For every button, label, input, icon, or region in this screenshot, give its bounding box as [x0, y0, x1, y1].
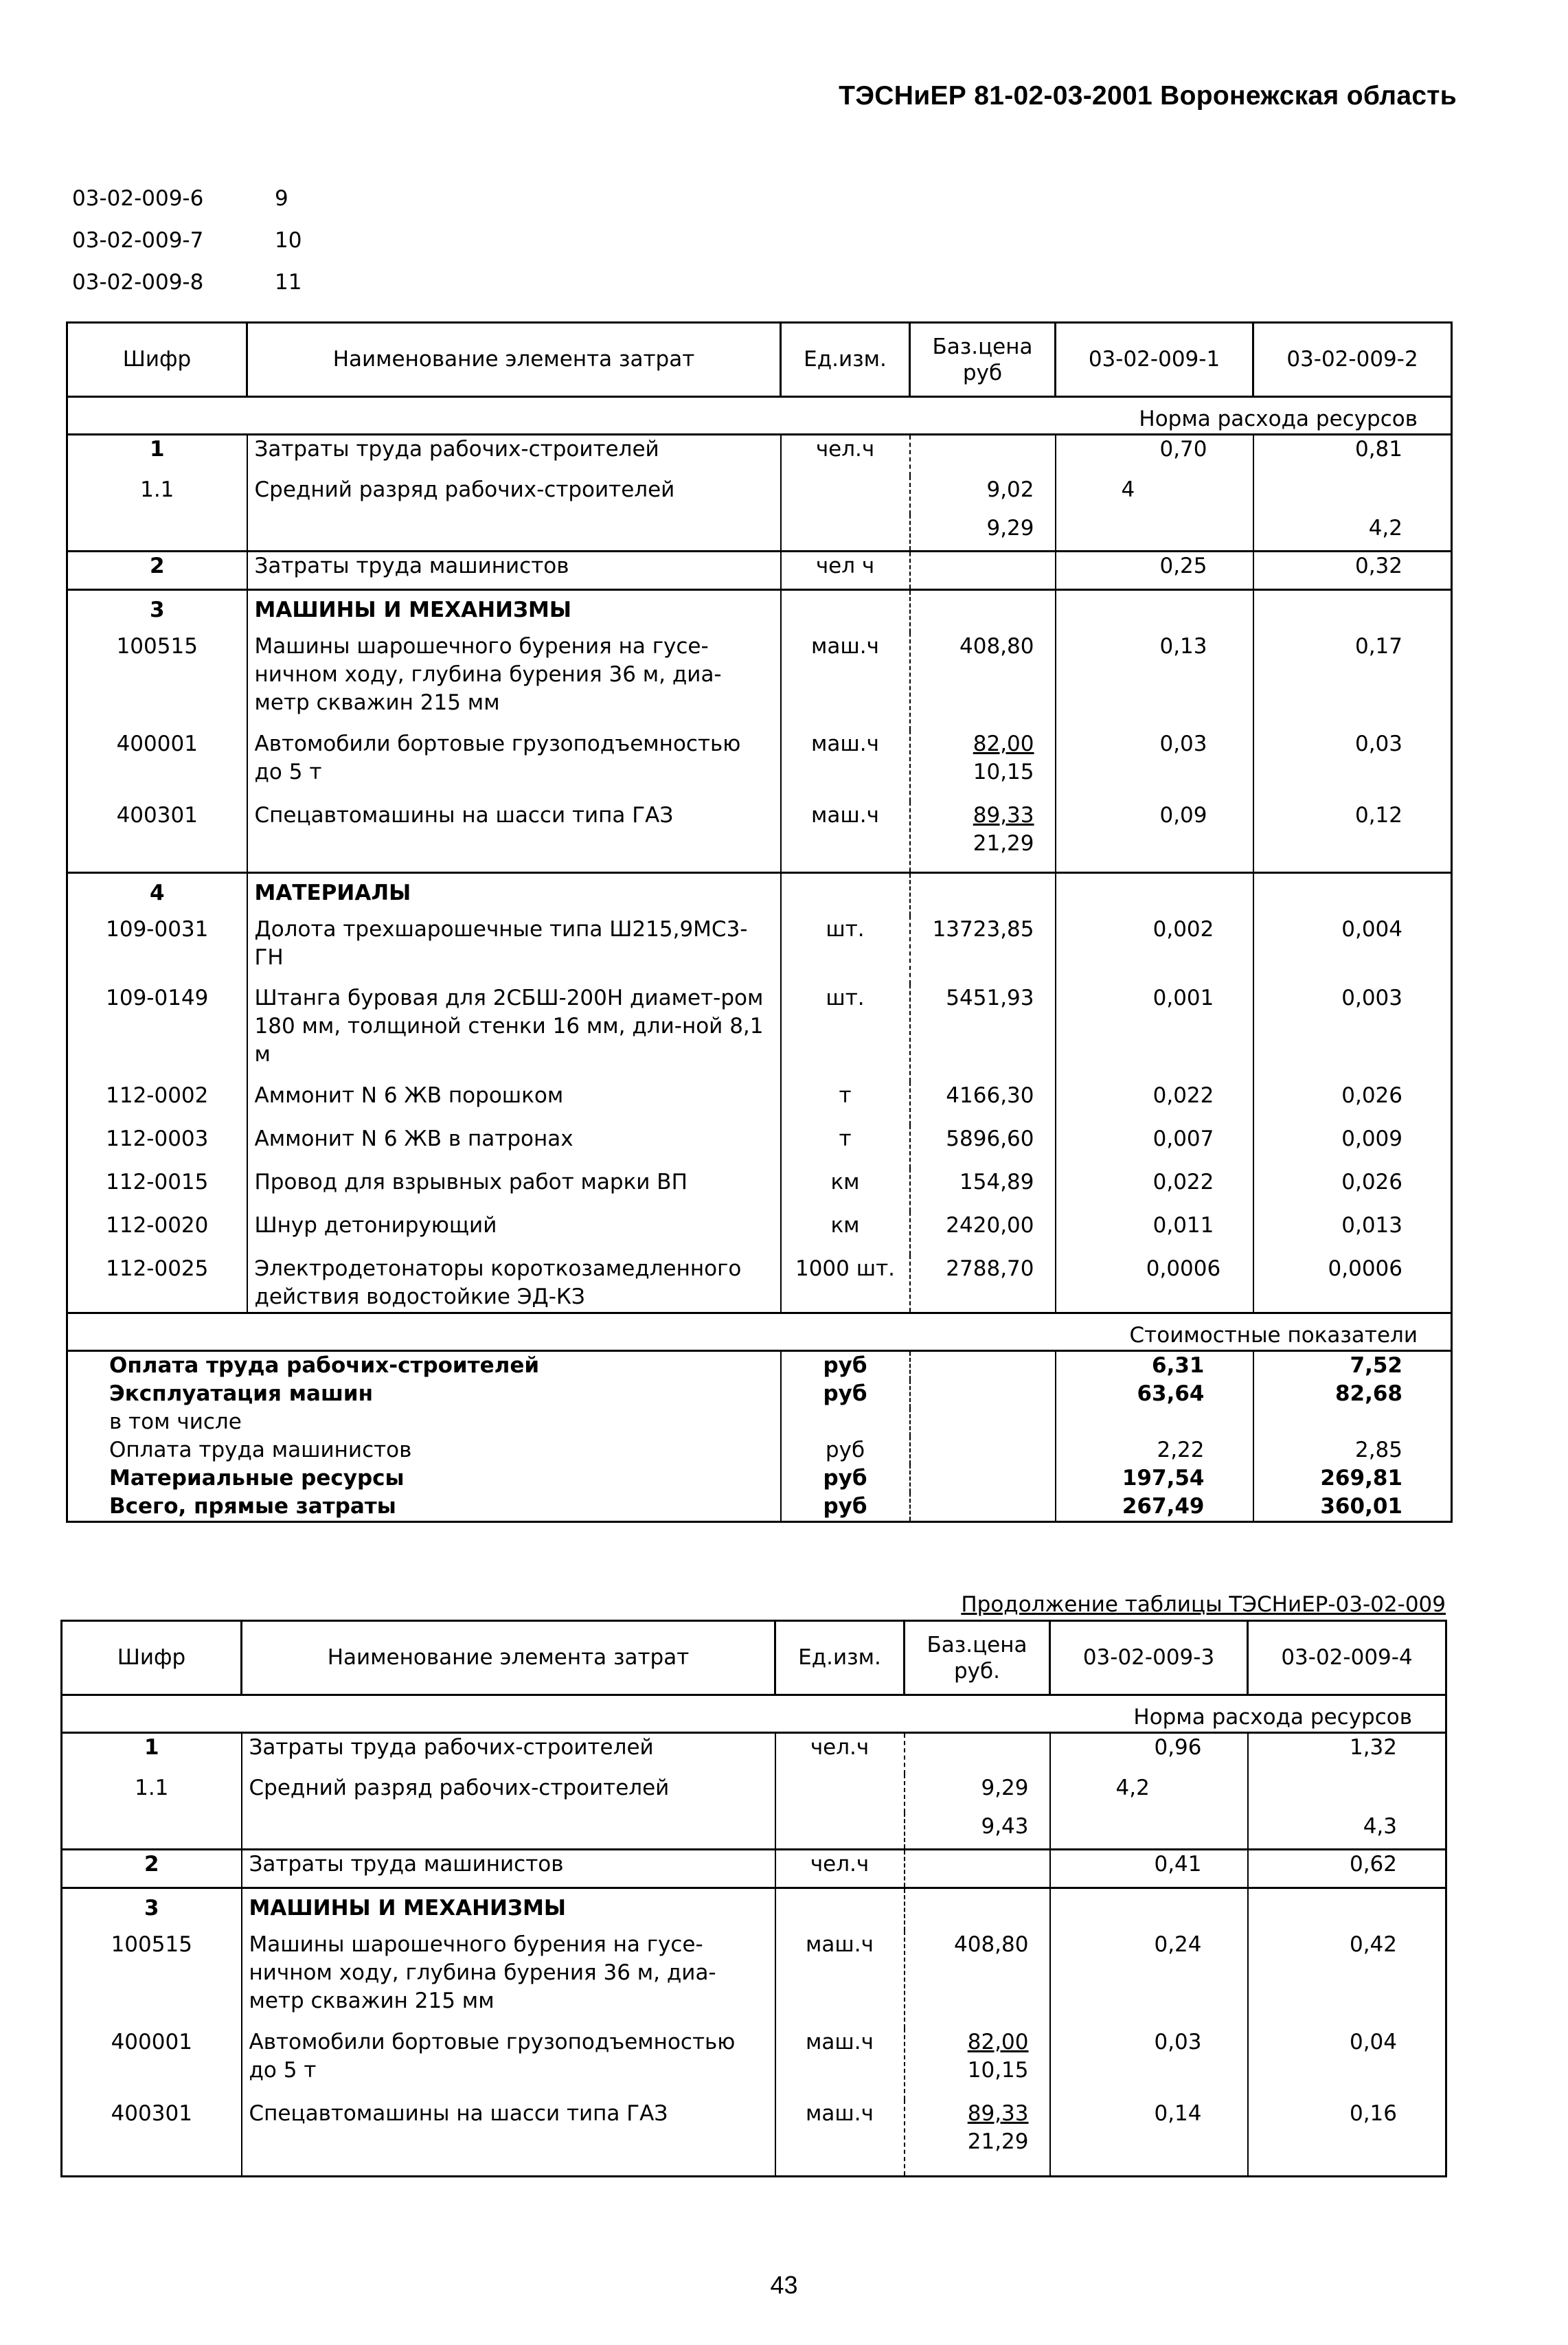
summary-variant-1: 197,54 — [1056, 1464, 1253, 1493]
row-variant-1 — [1050, 1813, 1248, 1850]
table-row — [67, 873, 1452, 916]
summary-row — [67, 1351, 1452, 1381]
row-variant-2: 0,62 — [1248, 1850, 1446, 1888]
summary-variant-1: 63,64 — [1056, 1380, 1253, 1408]
row-variant-2: 0,16 — [1248, 2100, 1446, 2177]
row-name: МАШИНЫ И МЕХАНИЗМЫ — [242, 1888, 775, 1931]
resource-table-2 — [60, 1620, 1447, 2177]
row-variant-1: 0,007 — [1056, 1125, 1253, 1168]
row-variant-2 — [1248, 1774, 1446, 1813]
row-variant-2: 0,013 — [1253, 1212, 1452, 1255]
row-variant-2: 0,026 — [1253, 1168, 1452, 1212]
row-unit — [775, 1774, 905, 1813]
code-list-code: 03-02-009-6 — [72, 185, 204, 211]
table-row — [67, 1125, 1452, 1168]
row-code: 1 — [67, 435, 247, 476]
row-variant-2 — [1253, 873, 1452, 916]
table-row — [67, 730, 1452, 802]
row-variant-2: 4,3 — [1248, 1813, 1446, 1850]
row-variant-1: 4,2 — [1050, 1774, 1248, 1813]
summary-name: Материальные ресурсы — [67, 1464, 781, 1493]
summary-row — [67, 1493, 1452, 1522]
row-variant-1: 0,011 — [1056, 1212, 1253, 1255]
row-unit: маш.ч — [781, 730, 910, 802]
row-code: 1.1 — [62, 1774, 242, 1813]
row-price — [910, 435, 1056, 476]
band-norm: Норма расхода ресурсов — [67, 397, 1452, 435]
row-price — [905, 1888, 1050, 1931]
row-unit — [775, 1813, 905, 1850]
summary-name: Оплата труда рабочих-строителей — [67, 1351, 781, 1381]
price-machine: 89,33 — [967, 2100, 1029, 2126]
row-code: 3 — [62, 1888, 242, 1931]
table-row — [67, 476, 1452, 514]
table-row — [67, 984, 1452, 1082]
row-price — [905, 2028, 1050, 2100]
table-row — [67, 435, 1452, 476]
row-price: 5896,60 — [910, 1125, 1056, 1168]
summary-price — [910, 1464, 1056, 1493]
row-unit: т — [781, 1082, 910, 1125]
table-row — [67, 1082, 1452, 1125]
table-row — [67, 916, 1452, 984]
row-name: Машины шарошечного бурения на гусе-ничном ходу, глубина бурения 36 м, диа-метр скважин 215 мм — [242, 1931, 775, 2028]
table-row — [62, 2028, 1446, 2100]
row-variant-2: 0,009 — [1253, 1125, 1452, 1168]
header-price — [905, 1621, 1050, 1695]
row-price: 408,80 — [910, 633, 1056, 730]
row-name: Провод для взрывных работ марки ВП — [247, 1168, 781, 1212]
row-variant-1: 0,96 — [1050, 1733, 1248, 1774]
code-list-num: 9 — [275, 185, 288, 211]
header-name: Наименование элемента затрат — [247, 323, 781, 397]
row-unit — [781, 590, 910, 633]
row-name — [247, 514, 781, 552]
summary-row — [67, 1380, 1452, 1408]
row-code: 112-0020 — [67, 1212, 247, 1255]
row-variant-1: 0,09 — [1056, 802, 1253, 873]
row-price: 408,80 — [905, 1931, 1050, 2028]
summary-price — [910, 1408, 1056, 1436]
band-cost: Стоимостные показатели — [67, 1313, 1452, 1351]
summary-price — [910, 1493, 1056, 1522]
summary-price — [910, 1380, 1056, 1408]
row-name: Средний разряд рабочих-строителей — [242, 1774, 775, 1813]
row-code: 400001 — [67, 730, 247, 802]
continuation-caption: Продолжение таблицы ТЭСНиЕР-03-02-009 — [961, 1592, 1446, 1617]
row-variant-2 — [1253, 476, 1452, 514]
row-variant-2: 0,42 — [1248, 1931, 1446, 2028]
code-list-item — [72, 219, 302, 261]
row-variant-2: 0,81 — [1253, 435, 1452, 476]
summary-row — [67, 1464, 1452, 1493]
table-row — [67, 633, 1452, 730]
row-variant-2: 0,32 — [1253, 552, 1452, 590]
row-code: 1.1 — [67, 476, 247, 514]
row-name: Затраты труда машинистов — [247, 552, 781, 590]
table-row — [67, 590, 1452, 633]
row-code — [67, 514, 247, 552]
row-price: 9,02 — [910, 476, 1056, 514]
table-row — [62, 2100, 1446, 2177]
row-price — [910, 802, 1056, 873]
price-driver-wage: 10,15 — [967, 2057, 1029, 2083]
row-name: Затраты труда машинистов — [242, 1850, 775, 1888]
summary-unit: руб — [781, 1436, 910, 1464]
row-price — [905, 1850, 1050, 1888]
row-name: Штанга буровая для 2СБШ-200Н диамет-ром 180 мм, толщиной стенки 16 мм, дли-ной 8,1 м — [247, 984, 781, 1082]
summary-name: Всего, прямые затраты — [67, 1493, 781, 1522]
row-variant-1: 4 — [1056, 476, 1253, 514]
row-name: Электродетонаторы короткозамедленного действия водостойкие ЭД-КЗ — [247, 1255, 781, 1313]
header-price-line2: руб. — [954, 1658, 1000, 1684]
row-code: 112-0003 — [67, 1125, 247, 1168]
row-variant-1: 0,0006 — [1056, 1255, 1253, 1313]
row-code: 400001 — [62, 2028, 242, 2100]
row-variant-2: 0,17 — [1253, 633, 1452, 730]
header-variant-1: 03-02-009-3 — [1050, 1621, 1248, 1695]
row-name: Автомобили бортовые грузоподъемностью до 5 т — [242, 2028, 775, 2100]
code-list-code: 03-02-009-7 — [72, 227, 204, 253]
row-unit: маш.ч — [781, 802, 910, 873]
row-unit: чел ч — [781, 552, 910, 590]
table-row — [62, 1888, 1446, 1931]
row-unit: т — [781, 1125, 910, 1168]
row-variant-1: 0,022 — [1056, 1168, 1253, 1212]
table-row — [62, 1931, 1446, 2028]
row-code: 1 — [62, 1733, 242, 1774]
summary-variant-2: 7,52 — [1253, 1351, 1452, 1381]
row-code: 2 — [67, 552, 247, 590]
row-code: 2 — [62, 1850, 242, 1888]
row-name: Аммонит N 6 ЖВ в патронах — [247, 1125, 781, 1168]
summary-name: Эксплуатация машин — [67, 1380, 781, 1408]
row-variant-1: 0,41 — [1050, 1850, 1248, 1888]
summary-row — [67, 1436, 1452, 1464]
summary-price — [910, 1436, 1056, 1464]
code-list-code: 03-02-009-8 — [72, 269, 204, 295]
summary-price — [910, 1351, 1056, 1381]
summary-unit: руб — [781, 1380, 910, 1408]
row-unit: шт. — [781, 984, 910, 1082]
row-code: 109-0149 — [67, 984, 247, 1082]
row-code: 112-0015 — [67, 1168, 247, 1212]
page-number: 43 — [770, 2271, 798, 2299]
row-unit: маш.ч — [775, 1931, 905, 2028]
row-variant-1: 0,001 — [1056, 984, 1253, 1082]
row-variant-1 — [1056, 514, 1253, 552]
row-variant-1 — [1056, 873, 1253, 916]
row-code: 3 — [67, 590, 247, 633]
row-price: 9,43 — [905, 1813, 1050, 1850]
row-unit: 1000 шт. — [781, 1255, 910, 1313]
summary-name: Оплата труда машинистов — [67, 1436, 781, 1464]
table-row — [62, 1850, 1446, 1888]
table-header-row — [62, 1621, 1446, 1695]
price-machine: 82,00 — [973, 731, 1034, 756]
row-price: 13723,85 — [910, 916, 1056, 984]
summary-name: в том числе — [67, 1408, 781, 1436]
price-driver-wage: 21,29 — [973, 830, 1034, 856]
row-price — [910, 590, 1056, 633]
row-name: МАТЕРИАЛЫ — [247, 873, 781, 916]
header-variant-2: 03-02-009-2 — [1253, 323, 1452, 397]
header-variant-1: 03-02-009-1 — [1056, 323, 1253, 397]
row-variant-2: 0,026 — [1253, 1082, 1452, 1125]
row-price — [910, 873, 1056, 916]
row-name: Автомобили бортовые грузоподъемностью до 5 т — [247, 730, 781, 802]
row-code: 100515 — [62, 1931, 242, 2028]
resource-table-1 — [66, 321, 1453, 1523]
table-row — [62, 1733, 1446, 1774]
summary-variant-1: 2,22 — [1056, 1436, 1253, 1464]
table-row — [67, 1255, 1452, 1313]
row-variant-2 — [1248, 1888, 1446, 1931]
summary-variant-1: 6,31 — [1056, 1351, 1253, 1381]
summary-variant-2: 82,68 — [1253, 1380, 1452, 1408]
summary-unit: руб — [781, 1464, 910, 1493]
row-unit: км — [781, 1212, 910, 1255]
header-variant-2: 03-02-009-4 — [1248, 1621, 1446, 1695]
row-code: 109-0031 — [67, 916, 247, 984]
row-name: Спецавтомашины на шасси типа ГАЗ — [242, 2100, 775, 2177]
row-variant-2: 4,2 — [1253, 514, 1452, 552]
table-row — [62, 1774, 1446, 1813]
row-variant-2: 0,12 — [1253, 802, 1452, 873]
row-name: Средний разряд рабочих-строителей — [247, 476, 781, 514]
table-row — [67, 802, 1452, 873]
row-name: МАШИНЫ И МЕХАНИЗМЫ — [247, 590, 781, 633]
row-variant-2: 0,04 — [1248, 2028, 1446, 2100]
row-unit: км — [781, 1168, 910, 1212]
row-variant-1: 0,70 — [1056, 435, 1253, 476]
header-code: Шифр — [67, 323, 247, 397]
header-code: Шифр — [62, 1621, 242, 1695]
table-row — [67, 552, 1452, 590]
row-variant-2: 0,004 — [1253, 916, 1452, 984]
row-price — [905, 2100, 1050, 2177]
price-machine: 82,00 — [967, 2029, 1029, 2054]
row-price: 5451,93 — [910, 984, 1056, 1082]
row-name: Аммонит N 6 ЖВ порошком — [247, 1082, 781, 1125]
summary-unit — [781, 1408, 910, 1436]
header-unit: Ед.изм. — [775, 1621, 905, 1695]
section-band — [62, 1695, 1446, 1733]
summary-variant-2: 269,81 — [1253, 1464, 1452, 1493]
code-list-item — [72, 177, 302, 219]
table-row — [67, 1168, 1452, 1212]
row-name: Шнур детонирующий — [247, 1212, 781, 1255]
row-price: 9,29 — [910, 514, 1056, 552]
price-driver-wage: 21,29 — [967, 2129, 1029, 2154]
row-code: 4 — [67, 873, 247, 916]
row-unit — [775, 1888, 905, 1931]
row-variant-2 — [1253, 590, 1452, 633]
table-header-row — [67, 323, 1452, 397]
row-variant-1: 0,25 — [1056, 552, 1253, 590]
summary-variant-2 — [1253, 1408, 1452, 1436]
row-variant-1: 0,03 — [1050, 2028, 1248, 2100]
row-price — [910, 552, 1056, 590]
row-price: 154,89 — [910, 1168, 1056, 1212]
document-title: ТЭСНиЕР 81-02-03-2001 Воронежская область — [839, 81, 1457, 111]
row-unit: маш.ч — [781, 633, 910, 730]
header-name: Наименование элемента затрат — [242, 1621, 775, 1695]
row-price: 4166,30 — [910, 1082, 1056, 1125]
table-row — [62, 1813, 1446, 1850]
row-name: Спецавтомашины на шасси типа ГАЗ — [247, 802, 781, 873]
summary-row — [67, 1408, 1452, 1436]
row-code: 112-0002 — [67, 1082, 247, 1125]
summary-variant-2: 360,01 — [1253, 1493, 1452, 1522]
row-variant-1 — [1056, 590, 1253, 633]
row-name — [242, 1813, 775, 1850]
row-code: 400301 — [62, 2100, 242, 2177]
row-variant-2: 0,003 — [1253, 984, 1452, 1082]
row-variant-1: 0,24 — [1050, 1931, 1248, 2028]
row-price — [905, 1733, 1050, 1774]
row-price — [910, 730, 1056, 802]
row-name: Затраты труда рабочих-строителей — [247, 435, 781, 476]
header-price-line2: руб — [962, 360, 1003, 385]
row-variant-2: 0,0006 — [1253, 1255, 1452, 1313]
summary-variant-1 — [1056, 1408, 1253, 1436]
code-list-num: 10 — [275, 227, 302, 253]
price-machine: 89,33 — [973, 802, 1034, 828]
table-row — [67, 1212, 1452, 1255]
row-variant-2: 0,03 — [1253, 730, 1452, 802]
code-list — [72, 177, 302, 303]
code-list-num: 11 — [275, 269, 302, 295]
row-code: 100515 — [67, 633, 247, 730]
header-price-line1: Баз.цена — [927, 1632, 1027, 1657]
section-band — [67, 397, 1452, 435]
header-price — [910, 323, 1056, 397]
row-unit — [781, 514, 910, 552]
row-unit: маш.ч — [775, 2028, 905, 2100]
row-unit: чел.ч — [781, 435, 910, 476]
price-driver-wage: 10,15 — [973, 759, 1034, 784]
row-variant-1: 0,14 — [1050, 2100, 1248, 2177]
row-unit: чел.ч — [775, 1850, 905, 1888]
header-unit: Ед.изм. — [781, 323, 910, 397]
summary-variant-1: 267,49 — [1056, 1493, 1253, 1522]
band-norm: Норма расхода ресурсов — [62, 1695, 1446, 1733]
row-variant-1: 0,03 — [1056, 730, 1253, 802]
summary-variant-2: 2,85 — [1253, 1436, 1452, 1464]
row-unit: маш.ч — [775, 2100, 905, 2177]
header-price-line1: Баз.цена — [932, 334, 1033, 359]
row-variant-1: 0,002 — [1056, 916, 1253, 984]
row-variant-1: 0,13 — [1056, 633, 1253, 730]
row-variant-1: 0,022 — [1056, 1082, 1253, 1125]
row-price: 2420,00 — [910, 1212, 1056, 1255]
row-price: 2788,70 — [910, 1255, 1056, 1313]
row-name: Машины шарошечного бурения на гусе-ничном ходу, глубина бурения 36 м, диа-метр скважин 215 мм — [247, 633, 781, 730]
summary-unit: руб — [781, 1351, 910, 1381]
table-row — [67, 514, 1452, 552]
row-name: Долота трехшарошечные типа Ш215,9МС3-ГН — [247, 916, 781, 984]
row-variant-2: 1,32 — [1248, 1733, 1446, 1774]
summary-unit: руб — [781, 1493, 910, 1522]
row-name: Затраты труда рабочих-строителей — [242, 1733, 775, 1774]
row-unit: чел.ч — [775, 1733, 905, 1774]
row-variant-1 — [1050, 1888, 1248, 1931]
row-price: 9,29 — [905, 1774, 1050, 1813]
code-list-item — [72, 261, 302, 303]
row-unit: шт. — [781, 916, 910, 984]
row-unit — [781, 476, 910, 514]
row-code: 400301 — [67, 802, 247, 873]
row-unit — [781, 873, 910, 916]
row-code: 112-0025 — [67, 1255, 247, 1313]
section-band — [67, 1313, 1452, 1351]
row-code — [62, 1813, 242, 1850]
